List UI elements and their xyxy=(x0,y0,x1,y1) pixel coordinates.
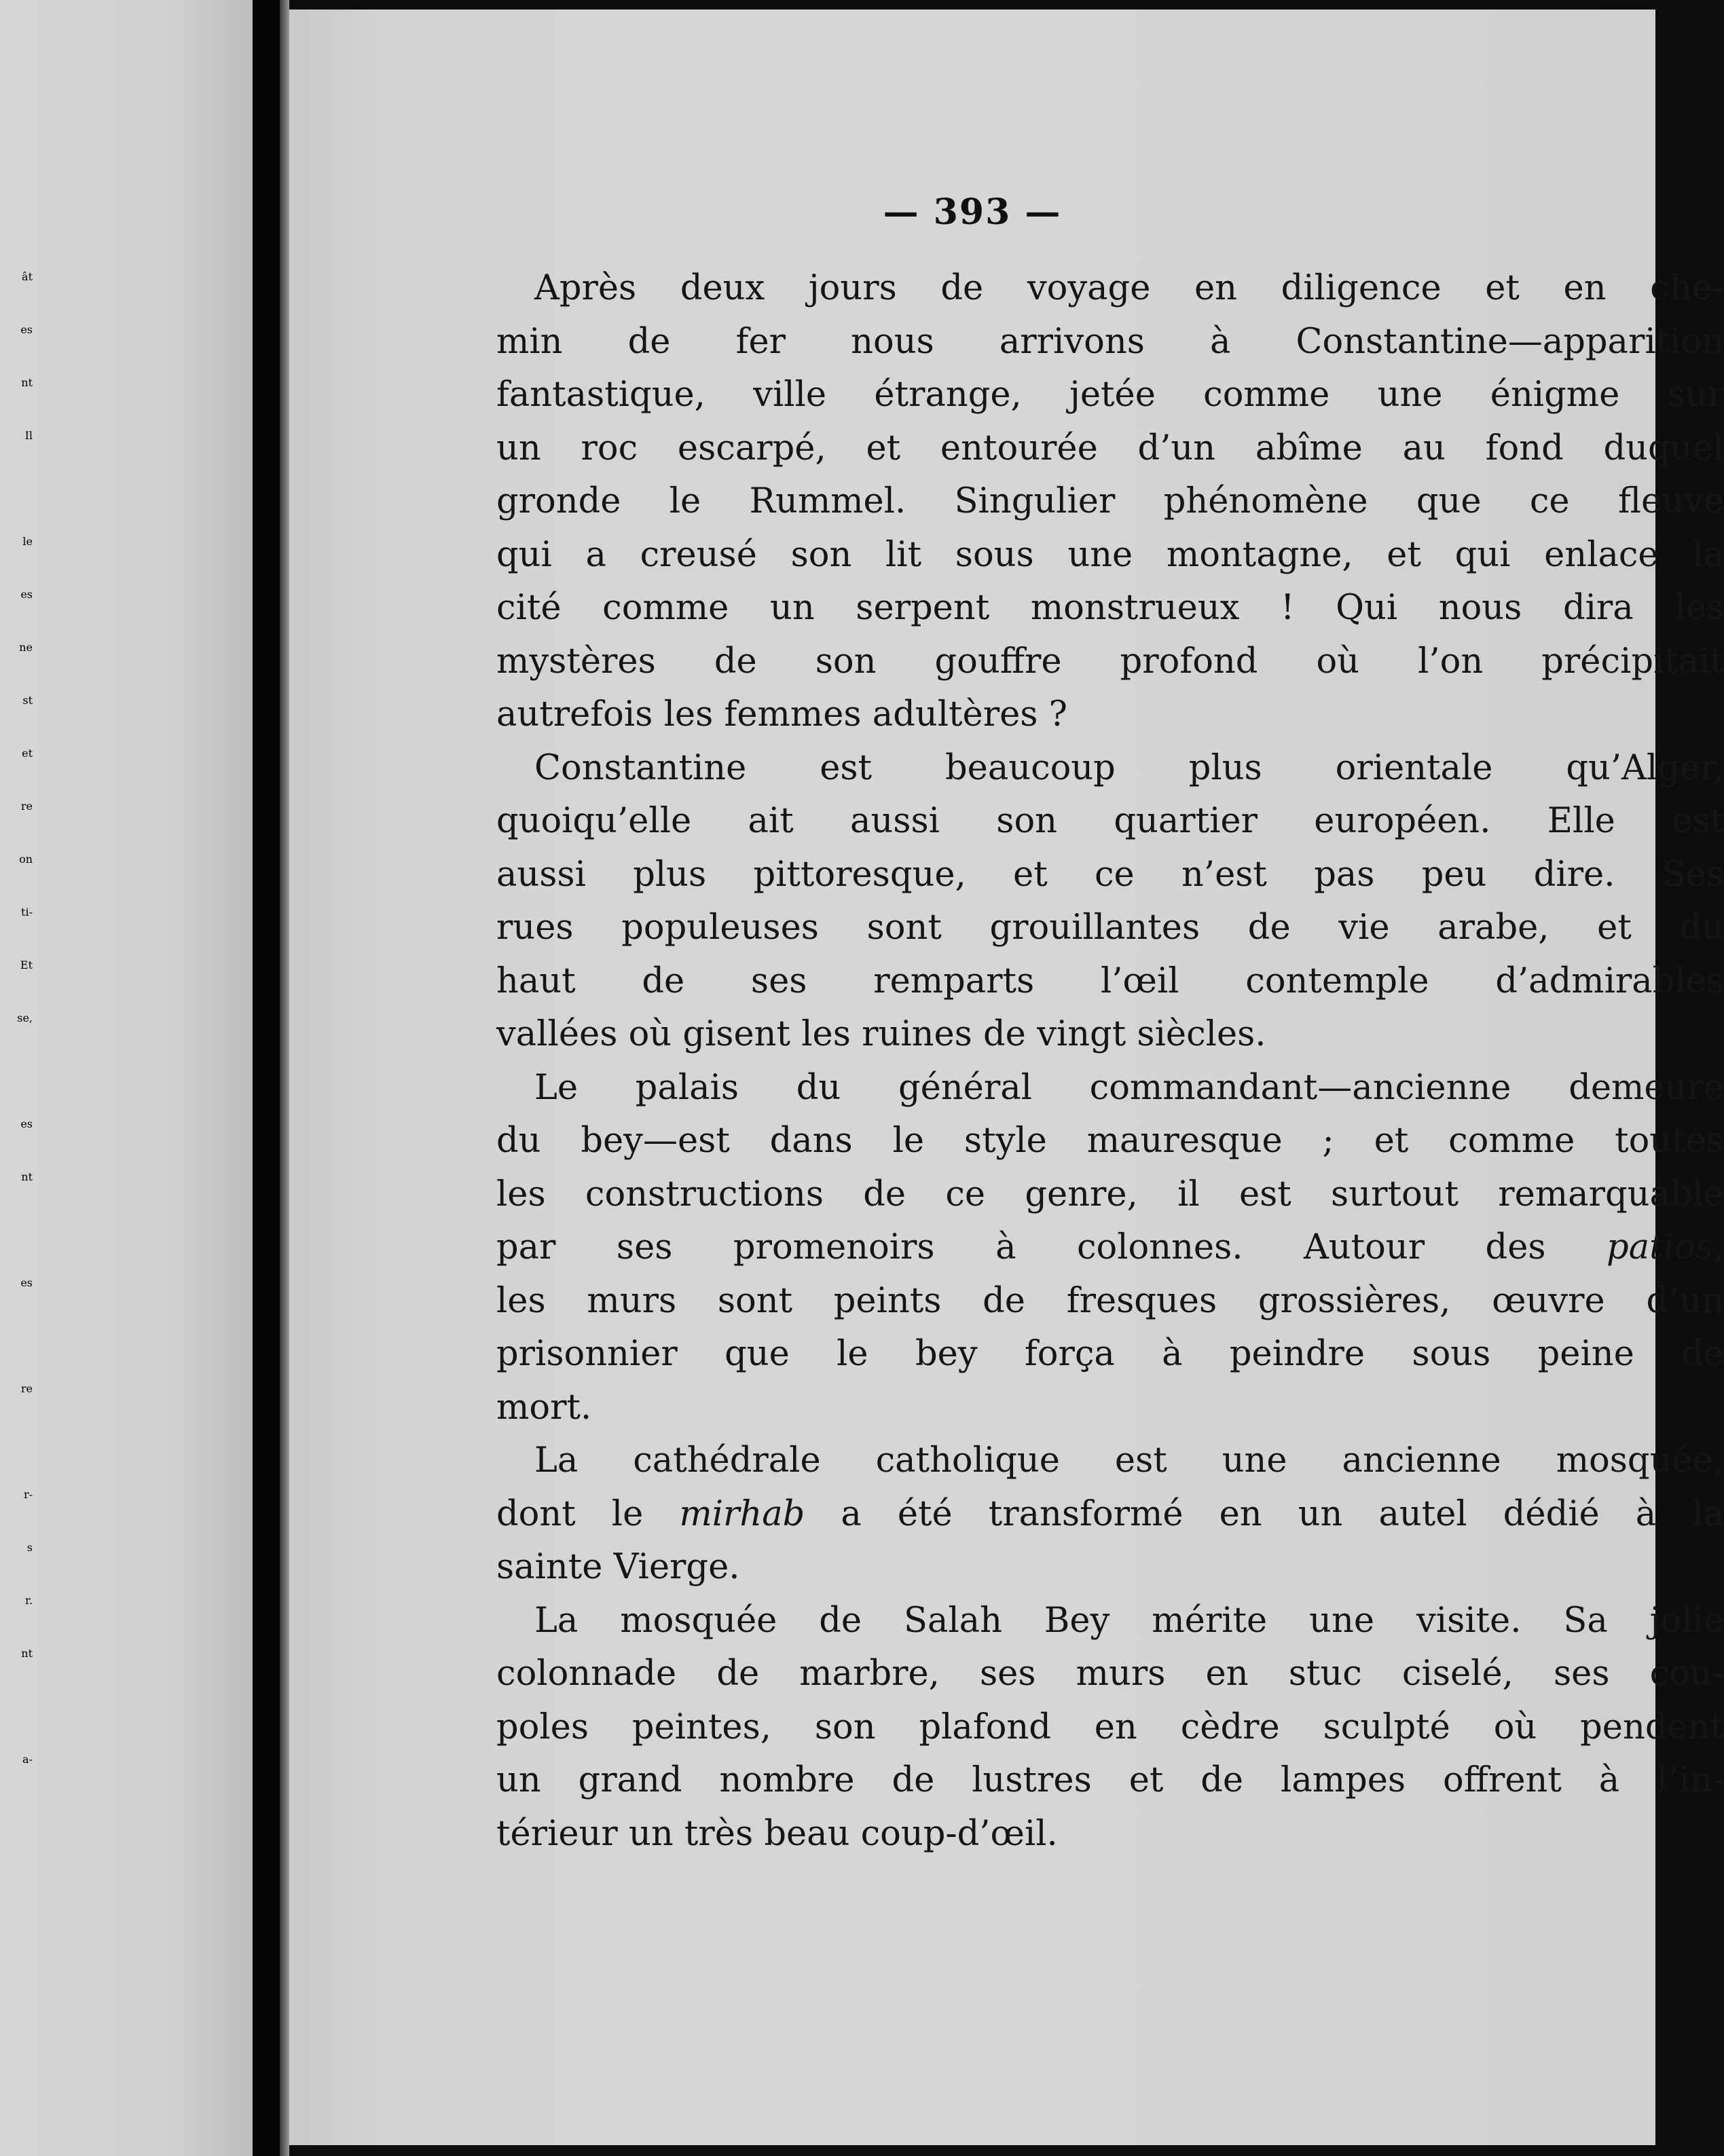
text-line: quoiqu’elle ait aussi son quartier européen. Elle est xyxy=(496,801,1724,841)
text-line: aussi plus pittoresque, et ce n’est pas peu dire. Ses xyxy=(496,854,1724,895)
paragraph xyxy=(496,262,1724,742)
left-fragment: r. xyxy=(25,1594,33,1607)
text-line: La mosquée de Salah Bey mérite une visite. Sa jolie xyxy=(534,1600,1724,1641)
paragraph xyxy=(496,742,1724,1062)
left-fragment: r- xyxy=(23,1488,33,1501)
text-line xyxy=(496,1221,1724,1275)
left-fragment: et xyxy=(22,747,33,760)
left-fragment: es xyxy=(20,323,33,336)
text-line: mystères de son gouffre profond où l’on précipitait xyxy=(496,641,1724,682)
left-fragment: es xyxy=(20,588,33,601)
text-line: Constantine est beaucoup plus orientale qu’Alger, xyxy=(534,747,1724,788)
text-line: qui a creusé son lit sous une montagne, et qui enlace la xyxy=(496,534,1724,575)
text-line: Le palais du général commandant—ancienne demeure xyxy=(534,1067,1724,1108)
paragraph xyxy=(496,1434,1724,1595)
text-run: dont le xyxy=(496,1493,680,1534)
left-fragment: re xyxy=(20,1382,33,1395)
text-line: térieur un très beau coup-d’œil. xyxy=(496,1813,1058,1854)
italic-word: mirhab xyxy=(679,1493,805,1534)
left-fragment: ne xyxy=(19,641,33,654)
text-line: du bey—est dans le style mauresque ; et comme toutes xyxy=(496,1121,1724,1161)
main-page xyxy=(289,10,1724,2145)
left-fragment: es xyxy=(20,1276,33,1289)
text-line: haut de ses remparts l’œil contemple d’admirables xyxy=(496,961,1724,1001)
left-fragment: nt xyxy=(21,1170,33,1183)
left-fragment: se, xyxy=(17,1011,33,1024)
text-line: colonnade de marbre, ses murs en stuc ciselé, ses cou- xyxy=(496,1654,1724,1694)
text-line: un grand nombre de lustres et de lampes offrent à l’in- xyxy=(496,1760,1724,1800)
text-line: Après deux jours de voyage en diligence et en che- xyxy=(534,268,1724,308)
text-line: fantastique, ville étrange, jetée comme une énigme sur xyxy=(496,375,1724,415)
left-fragment: s xyxy=(26,1541,33,1554)
body-text xyxy=(496,262,1724,1861)
text-line: mort. xyxy=(496,1387,592,1428)
paragraph xyxy=(496,1595,1724,1861)
left-fragment: es xyxy=(20,1117,33,1130)
left-fragment: st xyxy=(22,694,33,707)
text-line: min de fer nous arrivons à Constantine—apparition xyxy=(496,321,1724,362)
text-line: prisonnier que le bey força à peindre sous peine de xyxy=(496,1334,1724,1374)
text-line xyxy=(496,1488,1724,1542)
left-fragment: Et xyxy=(20,959,33,971)
text-line: rues populeuses sont grouillantes de vie arabe, et du xyxy=(496,908,1724,948)
left-fragment: nt xyxy=(21,376,33,389)
left-fragment: on xyxy=(19,853,33,866)
left-page-text-fragments xyxy=(0,0,253,2156)
left-fragment: ât xyxy=(22,270,33,283)
text-run: a été transformé en un autel dédié à la xyxy=(805,1493,1724,1534)
italic-word: patios, xyxy=(1607,1227,1724,1267)
text-line: sainte Vierge. xyxy=(496,1547,740,1587)
text-run: par ses promenoirs à colonnes. Autour des xyxy=(496,1227,1607,1267)
left-facing-page xyxy=(0,0,253,2156)
left-fragment: Il xyxy=(24,429,33,442)
text-line: les murs sont peints de fresques grossières, œuvre d’un xyxy=(496,1280,1724,1321)
page-edge-shadow xyxy=(280,0,289,2156)
page-number: — 393 — xyxy=(883,191,1062,233)
text-line: les constructions de ce genre, il est surtout remarquable xyxy=(496,1174,1724,1214)
left-fragment: a- xyxy=(22,1753,33,1766)
text-line: vallées où gisent les ruines de vingt siècles. xyxy=(496,1014,1266,1054)
text-line: un roc escarpé, et entourée d’un abîme au fond duquel xyxy=(496,428,1724,468)
text-line: gronde le Rummel. Singulier phénomène que ce fleuve xyxy=(496,481,1724,521)
text-line: poles peintes, son plafond en cèdre sculpté où pendent xyxy=(496,1707,1724,1747)
left-fragment: ti- xyxy=(21,906,33,918)
book-gutter xyxy=(253,0,280,2156)
left-fragment: nt xyxy=(21,1647,33,1660)
left-fragment: le xyxy=(22,535,33,548)
left-fragment: re xyxy=(20,800,33,813)
text-line: cité comme un serpent monstrueux ! Qui nous dira les xyxy=(496,588,1724,628)
paragraph xyxy=(496,1062,1724,1435)
text-line: La cathédrale catholique est une ancienne mosquée, xyxy=(534,1441,1724,1481)
text-line: autrefois les femmes adultères ? xyxy=(496,694,1067,735)
